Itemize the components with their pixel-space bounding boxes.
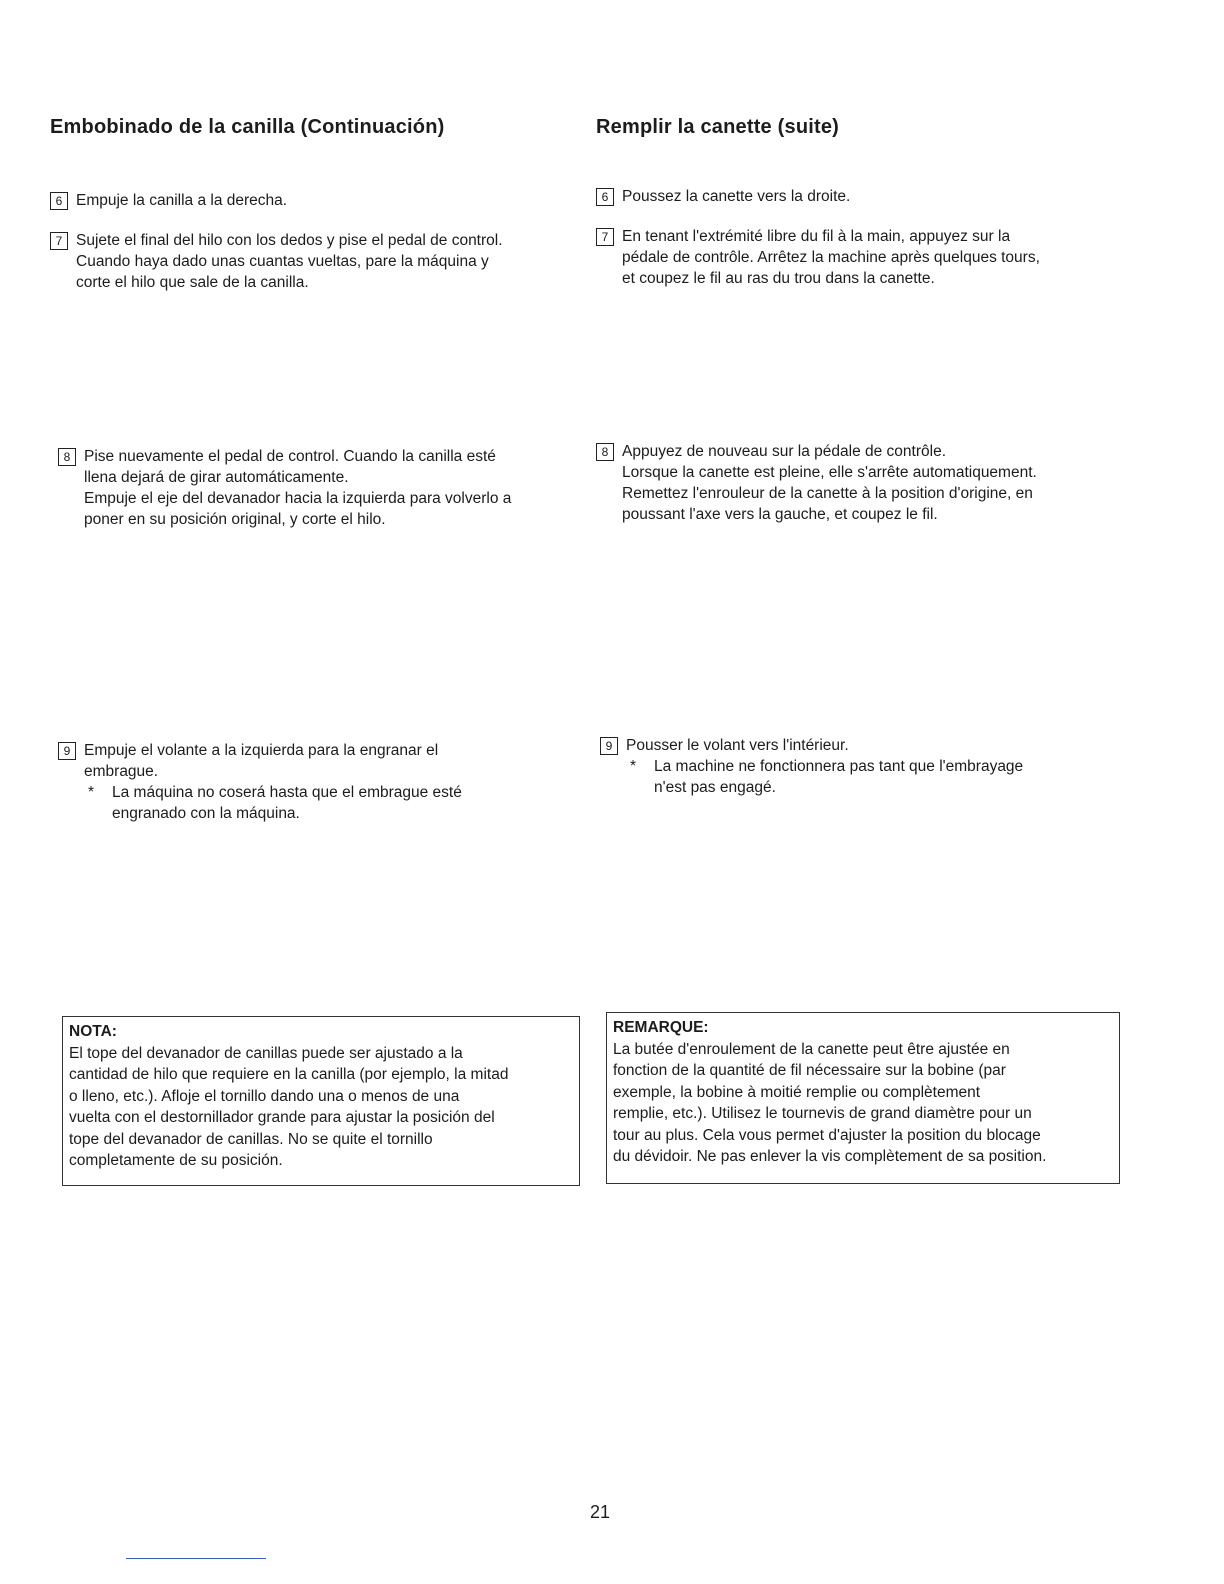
step-text: Remettez l'enrouleur de la canette à la position d'origine, en <box>622 485 1033 502</box>
bullet-icon: * <box>88 784 95 801</box>
step-text: Appuyez de nouveau sur la pédale de contrôle. <box>622 443 947 460</box>
step-text: Lorsque la canette est pleine, elle s'arrête automatiquement. <box>622 464 1037 481</box>
step-text: llena dejará de girar automáticamente. <box>84 469 349 486</box>
french-step-9 <box>600 735 1023 798</box>
spanish-step-6 <box>50 190 287 211</box>
step-number-box: 6 <box>596 188 614 206</box>
spanish-heading: Embobinado de la canilla (Continuación) <box>50 116 445 138</box>
step-text: En tenant l'extrémité libre du fil à la main, appuyez sur la <box>622 228 1011 245</box>
step-number-box: 8 <box>596 443 614 461</box>
step-text: embrague. <box>84 763 159 780</box>
step-number-box: 9 <box>58 742 76 760</box>
note-text: completamente de su posición. <box>69 1152 283 1169</box>
spanish-step-9 <box>58 740 462 824</box>
step-bullet <box>84 782 462 824</box>
note-text: vuelta con el destornillador grande para ajustar la posición del <box>69 1109 495 1126</box>
step-number-box: 8 <box>58 448 76 466</box>
step-number-box: 9 <box>600 737 618 755</box>
step-text: Empuje el volante a la izquierda para la engranar el <box>84 742 439 759</box>
note-text: El tope del devanador de canillas puede ser ajustado a la <box>69 1044 463 1062</box>
spanish-note-box <box>62 1016 580 1186</box>
step-number-box: 7 <box>596 228 614 246</box>
footer-rule <box>126 1558 266 1559</box>
step-text: Sujete el final del hilo con los dedos y pise el pedal de control. <box>76 232 503 249</box>
step-text: poussant l'axe vers la gauche, et coupez le fil. <box>622 506 938 523</box>
french-step-6 <box>596 186 850 207</box>
note-text: du dévidoir. Ne pas enlever la vis complètement de sa position. <box>613 1148 1047 1165</box>
step-text: Cuando haya dado unas cuantas vueltas, pare la máquina y <box>76 253 489 270</box>
french-heading: Remplir la canette (suite) <box>596 116 840 138</box>
step-text: poner en su posición original, y corte el hilo. <box>84 511 386 528</box>
step-text: Pousser le volant vers l'intérieur. <box>626 737 849 754</box>
note-text: La butée d'enroulement de la canette peut être ajustée en <box>613 1040 1010 1058</box>
note-text: tope del devanador de canillas. No se quite el tornillo <box>69 1130 433 1148</box>
note-text: tour au plus. Cela vous permet d'ajuster la position du blocage <box>613 1126 1041 1144</box>
step-text: et coupez le fil au ras du trou dans la canette. <box>622 270 935 287</box>
step-text: corte el hilo que sale de la canilla. <box>76 274 309 291</box>
note-text: exemple, la bobine à moitié remplie ou complètement <box>613 1083 981 1101</box>
spanish-step-8 <box>58 446 511 530</box>
step-number-box: 6 <box>50 192 68 210</box>
step-text: Empuje el eje del devanador hacia la izquierda para volverlo a <box>84 490 512 507</box>
french-step-7 <box>596 226 1040 289</box>
spanish-step-7 <box>50 230 503 293</box>
note-title: NOTA: <box>69 1023 117 1040</box>
note-text: fonction de la quantité de fil nécessaire sur la bobine (par <box>613 1062 1006 1079</box>
note-title: REMARQUE: <box>613 1019 709 1036</box>
bullet-icon: * <box>630 758 637 775</box>
step-text: Poussez la canette vers la droite. <box>622 188 851 205</box>
step-number-box: 7 <box>50 232 68 250</box>
note-text: remplie, etc.). Utilisez le tournevis de grand diamètre pour un <box>613 1105 1032 1122</box>
step-text: pédale de contrôle. Arrêtez la machine après quelques tours, <box>622 249 1040 266</box>
bullet-text: engranado con la máquina. <box>112 805 300 822</box>
bullet-text: La máquina no coserá hasta que el embrague esté <box>112 784 462 801</box>
step-text: Pise nuevamente el pedal de control. Cuando la canilla esté <box>84 448 496 465</box>
page-number: 21 <box>589 1502 611 1522</box>
note-text: o lleno, etc.). Afloje el tornillo dando una o menos de una <box>69 1087 460 1105</box>
french-note-box <box>606 1012 1120 1184</box>
step-bullet <box>626 756 1023 798</box>
bullet-text: n'est pas engagé. <box>654 779 776 796</box>
note-text: cantidad de hilo que requiere en la canilla (por ejemplo, la mitad <box>69 1066 509 1083</box>
step-text: Empuje la canilla a la derecha. <box>76 192 288 209</box>
french-step-8 <box>596 441 1037 525</box>
bullet-text: La machine ne fonctionnera pas tant que l'embrayage <box>654 758 1024 775</box>
